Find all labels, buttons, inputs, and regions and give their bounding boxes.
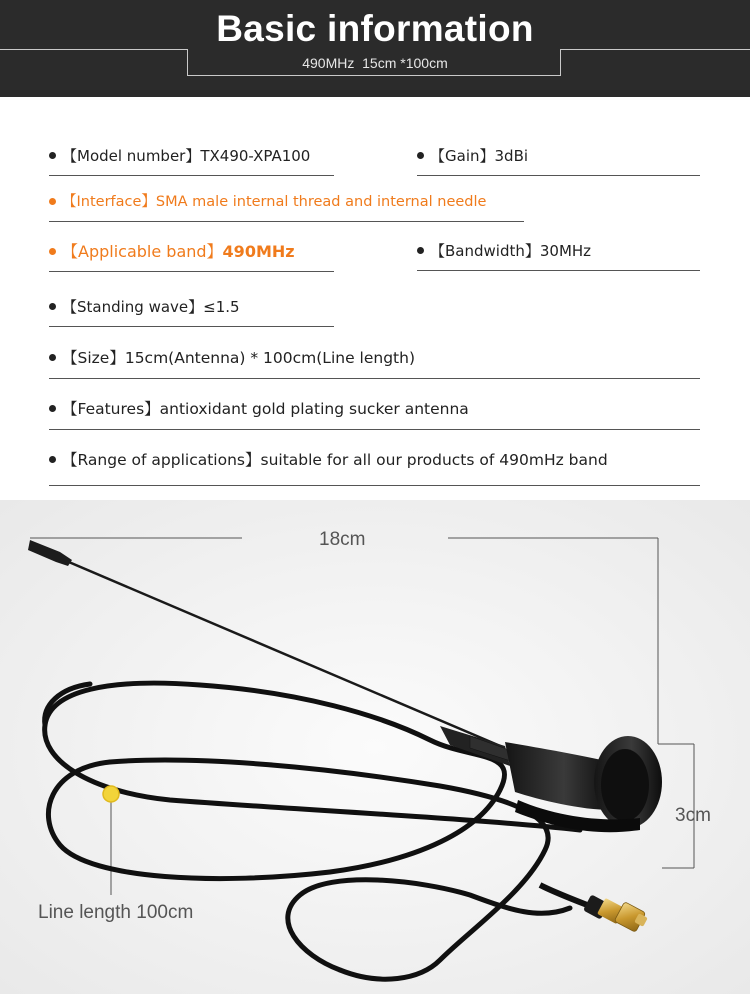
spec-underline (49, 429, 700, 430)
bullet-dot-icon (49, 354, 56, 361)
spec-label: 【Gain】 (430, 147, 495, 165)
base-height-label: 3cm (675, 805, 711, 826)
spec-value: 490MHz (222, 242, 295, 261)
page-subtitle: 490MHz 15cm *100cm (302, 55, 448, 71)
spec-value: 30MHz (539, 242, 592, 260)
spec-range-of-applications (49, 450, 608, 470)
spec-value: TX490-XPA100 (200, 147, 311, 165)
spec-underline (49, 326, 334, 327)
spec-underline (49, 221, 524, 222)
spec-underline (49, 175, 334, 176)
spec-label: 【Features】 (62, 400, 160, 418)
spec-label: 【Interface】 (62, 194, 156, 210)
spec-gain (417, 146, 528, 166)
product-photo (0, 500, 750, 994)
spec-value: ≤1.5 (203, 298, 240, 316)
spec-underline (49, 271, 334, 272)
bullet-dot-icon (417, 247, 424, 254)
spec-value: antioxidant gold plating sucker antenna (159, 400, 469, 418)
spec-label: 【Size】 (62, 349, 125, 367)
spec-label: 【Model number】 (62, 147, 201, 165)
antenna-length-label: 18cm (319, 529, 366, 550)
spec-underline (49, 378, 700, 379)
spec-label: 【Standing wave】 (62, 298, 204, 316)
spec-underline (417, 270, 700, 271)
spec-underline (49, 485, 700, 486)
bullet-dot-icon (49, 198, 56, 205)
bullet-dot-icon (49, 152, 56, 159)
page-title: Basic information (216, 8, 534, 49)
spec-value: 3dBi (494, 147, 529, 165)
line-length-marker (103, 786, 119, 802)
spec-label: 【Range of applications】 (62, 451, 261, 469)
spec-size (49, 348, 415, 368)
spec-features (49, 399, 469, 419)
bullet-dot-icon (49, 405, 56, 412)
spec-label: 【Bandwidth】 (430, 242, 540, 260)
spec-standing-wave (49, 297, 240, 317)
bullet-dot-icon (49, 456, 56, 463)
spec-applicable-band (49, 242, 295, 262)
spec-bandwidth (417, 241, 591, 261)
spec-value: SMA male internal thread and internal needle (155, 194, 487, 210)
line-length-label: Line length 100cm (38, 902, 194, 923)
spec-value: suitable for all our products of 490mHz band (260, 451, 608, 469)
spec-label: 【Applicable band】 (62, 242, 223, 261)
spec-value: 15cm(Antenna) * 100cm(Line length) (124, 349, 415, 367)
spec-underline (417, 175, 700, 176)
bullet-dot-icon (49, 303, 56, 310)
spec-model-number (49, 146, 310, 166)
spec-interface (49, 192, 486, 212)
header-banner (0, 0, 750, 97)
bullet-dot-icon (49, 248, 56, 255)
bullet-dot-icon (417, 152, 424, 159)
